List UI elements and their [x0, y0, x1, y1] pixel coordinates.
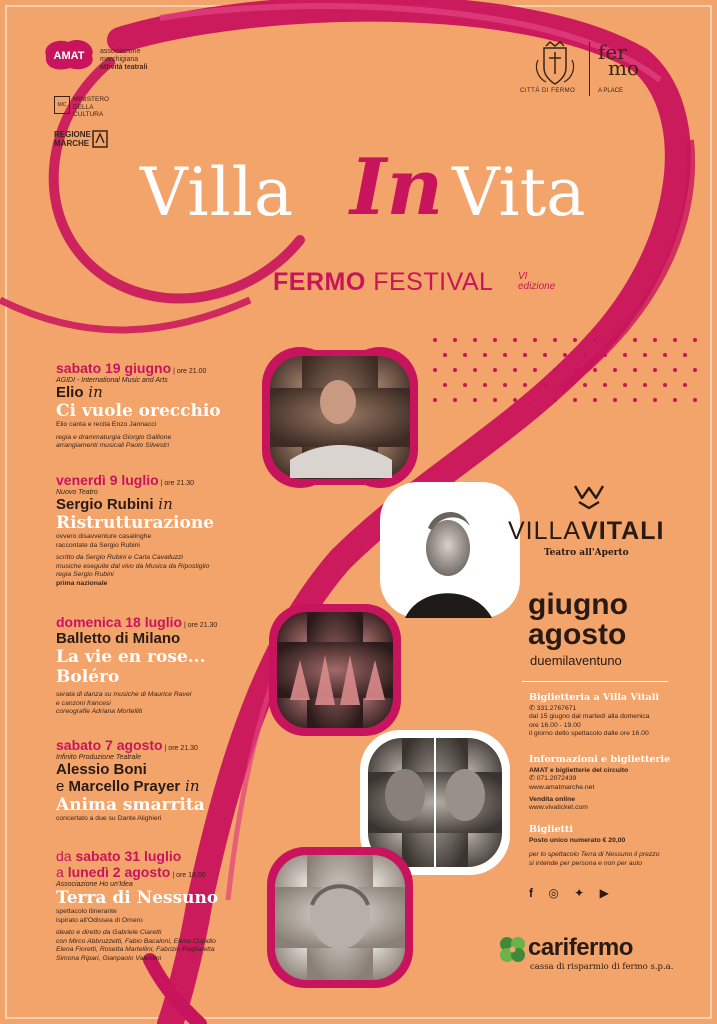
festival-subtitle	[273, 268, 493, 297]
event-description: spettacolo itinerante	[56, 908, 117, 915]
brand-line: fer	[598, 40, 627, 64]
mic-line: DELLA	[73, 103, 94, 111]
event-artist	[56, 496, 276, 513]
festival-subtitle-rest: FESTIVAL	[365, 268, 494, 296]
event-time: | ore 21.30	[158, 480, 194, 487]
event-photo-elio	[262, 347, 418, 488]
event-show-title: Ci vuole orecchio	[56, 401, 221, 421]
facebook-icon[interactable]: f	[529, 886, 539, 900]
region-line: MARCHE	[54, 139, 90, 148]
event-date	[56, 614, 276, 630]
box-office-info	[529, 694, 699, 738]
event-credit: con Mirco Abbruzzetti, Fabio Bacaloni, Elena Cupidio	[56, 937, 216, 945]
event-artist-suffix: in	[83, 383, 103, 401]
event-date	[56, 737, 276, 753]
fermo-brand-logo	[598, 40, 640, 80]
brand-line: mo	[608, 56, 640, 80]
period-line: giugno	[528, 588, 628, 621]
phone-icon: ✆	[529, 705, 537, 713]
event-date-text: venerdì 9 luglio	[56, 472, 159, 488]
event-time: | ore 21.30	[182, 622, 218, 629]
event-time: | ore 18.00	[170, 872, 206, 879]
city-coat-of-arms-icon	[532, 40, 578, 88]
information-phone-number: 071.2072439	[536, 775, 577, 783]
event-time: | ore 21.30	[162, 745, 198, 752]
amat-logo	[42, 38, 96, 72]
event-credit: scritto da Sergio Rubini e Carla Cavalluzzi	[56, 554, 183, 561]
event-balletto	[56, 614, 276, 717]
edition-word: edizione	[518, 281, 556, 292]
title-vita: Vita	[452, 154, 586, 231]
event-date-text: lunedì 2 agosto	[67, 864, 171, 880]
region-line: REGIONE	[54, 130, 91, 139]
place-label: A PLACE	[598, 88, 624, 94]
box-office-phone-number: 331.2767671	[536, 705, 577, 713]
event-credit: regia Sergio Rubini	[56, 571, 114, 578]
period-year: duemilaventuno	[530, 653, 622, 668]
event-artist-name: Elio	[56, 384, 84, 401]
sponsor-name: carifermo	[528, 934, 633, 961]
event-artist-suffix: in	[153, 495, 173, 513]
mic-line: MINISTERO	[73, 96, 110, 103]
event-artist-suffix: in	[180, 777, 200, 795]
box-office-phone	[529, 705, 699, 713]
mic-line: CULTURA	[73, 111, 104, 118]
event-credit: e canzoni francesi	[56, 699, 111, 707]
event-artist-name: Marcello Prayer	[68, 778, 181, 795]
event-date-text: domenica 18 luglio	[56, 614, 183, 630]
event-date-prefix: da	[56, 848, 76, 864]
phone-icon: ✆	[529, 775, 537, 783]
event-organizer: Infinito Produzione Teatrale	[56, 754, 141, 761]
event-description: raccontate da Sergio Rubini	[56, 541, 140, 549]
twitter-icon[interactable]: ✦	[574, 886, 591, 900]
instagram-icon[interactable]: ◎	[548, 886, 565, 900]
event-date-text: sabato 31 luglio	[75, 848, 182, 864]
amat-desc-line: attività teatrali	[100, 64, 148, 71]
event-description: ovvero disavventure casalinghe	[56, 533, 152, 540]
title-villa: Villa	[140, 154, 295, 231]
event-organizer: Nuovo Teatro	[56, 489, 98, 496]
social-links	[529, 886, 615, 900]
venue-name	[508, 517, 664, 546]
amat-description	[100, 48, 147, 72]
villa-vitali-crown-icon	[572, 482, 606, 510]
ticket-price: Posto unico numerato € 20,00	[529, 837, 626, 845]
event-note: prima nazionale	[56, 579, 108, 587]
header-divider	[589, 42, 590, 96]
event-photo-rubini	[380, 482, 520, 618]
information-site-link[interactable]: www.amatmarche.net	[529, 783, 595, 791]
info-divider	[522, 681, 668, 682]
event-description: Elio canta e recita Enzo Jannacci	[56, 421, 157, 428]
event-organizer: AGIDI - International Music and Arts	[56, 377, 168, 384]
amat-desc-line: marchigiana	[100, 56, 139, 63]
event-artist	[56, 384, 276, 401]
event-elio	[56, 360, 276, 451]
event-artist-prefix: e	[56, 778, 69, 795]
edition-label	[518, 272, 555, 292]
youtube-icon[interactable]: ▶	[599, 886, 615, 900]
event-time: | ore 21.00	[171, 368, 207, 375]
event-artist: Alessio Boni	[56, 761, 147, 778]
event-credit: musiche eseguite dal vivo da Musica da Ripostiglio	[56, 562, 210, 570]
event-date-text: sabato 19 giugno	[56, 360, 172, 376]
event-credit: coreografie Adriana Mortelliti	[56, 708, 143, 715]
period-line: agosto	[528, 618, 627, 651]
event-credit: ideato e diretto da Gabriele Ciaretti	[56, 929, 162, 936]
event-artist-name: Sergio Rubini	[56, 496, 154, 513]
event-show-title: La vie en rose...	[56, 647, 206, 667]
event-rubini	[56, 472, 276, 588]
venue-name-bold: VITALI	[581, 517, 665, 545]
ministry-logo	[54, 96, 109, 119]
festival-subtitle-bold: FERMO	[273, 268, 366, 296]
city-label: CITTÀ DI FERMO	[520, 88, 576, 94]
online-sales-label: Vendita online	[529, 795, 576, 803]
event-credit: Elena Fioretti, Rosetta Martellini, Fabrizio Pagliaretta	[56, 946, 215, 953]
festival-period	[528, 590, 628, 650]
event-credit: Simona Ripari, Gianpaolo Valentini	[56, 954, 162, 962]
ticket-note: si intende per persona e non per auto	[529, 859, 642, 867]
event-credit: serata di danza su musiche di Maurice Ravel	[56, 691, 192, 698]
event-show-title: Anima smarrita	[56, 795, 205, 815]
event-credit: arrangiamenti musicali Paolo Silvestri	[56, 442, 169, 449]
information-block	[529, 756, 699, 812]
event-date	[56, 472, 276, 488]
box-office-line: ore 16.00 - 19.00	[529, 721, 581, 729]
ticket-note: per lo spettacolo Terra di Nessuno il prezzo	[529, 851, 660, 859]
event-show-title: Terra di Nessuno	[56, 888, 219, 908]
event-date	[56, 360, 276, 376]
venue-subtitle: Teatro all'Aperto	[544, 548, 629, 558]
event-description: ispirato all'Odissea di Omero	[56, 916, 143, 924]
marche-emblem-icon	[92, 130, 108, 148]
event-date	[56, 864, 276, 880]
information-phone	[529, 775, 699, 783]
title-in: In	[350, 142, 444, 233]
event-show-title: Ristrutturazione	[56, 513, 214, 533]
online-sales-link[interactable]: www.vivaticket.com	[529, 804, 588, 812]
amat-desc-line: associazione	[100, 48, 141, 55]
carifermo-clover-icon	[497, 934, 527, 966]
event-organizer: Associazione Ho un'Idea	[56, 881, 133, 888]
box-office-line: dal 15 giugno dal martedì alla domenica	[529, 713, 650, 721]
event-photo-terra-di-nessuno	[267, 847, 413, 988]
tickets-heading: Biglietti	[529, 824, 573, 835]
mic-short-label: MiC	[54, 96, 70, 114]
event-photo-balletto	[269, 604, 401, 736]
information-line: AMAT e biglietterie del circuito	[529, 767, 629, 775]
event-date-text: sabato 7 agosto	[56, 737, 163, 753]
tickets-block	[529, 826, 699, 868]
event-description: concertato a due su Dante Alighieri	[56, 815, 162, 822]
edition-number: VI	[518, 271, 528, 282]
information-heading: Informazioni e biglietterie	[529, 754, 671, 765]
event-date	[56, 848, 276, 864]
event-show-title: Boléro	[56, 667, 120, 687]
event-date-prefix: a	[56, 864, 68, 880]
box-office-line: il giorno dello spettacolo dalle ore 16.00	[529, 729, 649, 737]
box-office-heading: Biglietteria a Villa Vitali	[529, 692, 659, 703]
event-terra-di-nessuno	[56, 848, 276, 963]
venue-name-light: VILLA	[508, 517, 582, 545]
event-artist: Balletto di Milano	[56, 630, 181, 647]
amat-logo-text: AMAT	[53, 50, 85, 62]
regione-marche-logo	[54, 130, 91, 148]
event-credit: regia e drammaturgia Giorgio Gallione	[56, 433, 172, 441]
event-artist	[56, 778, 276, 795]
event-boni-prayer	[56, 737, 276, 824]
sponsor-subtitle: cassa di risparmio di fermo s.p.a.	[530, 962, 674, 972]
